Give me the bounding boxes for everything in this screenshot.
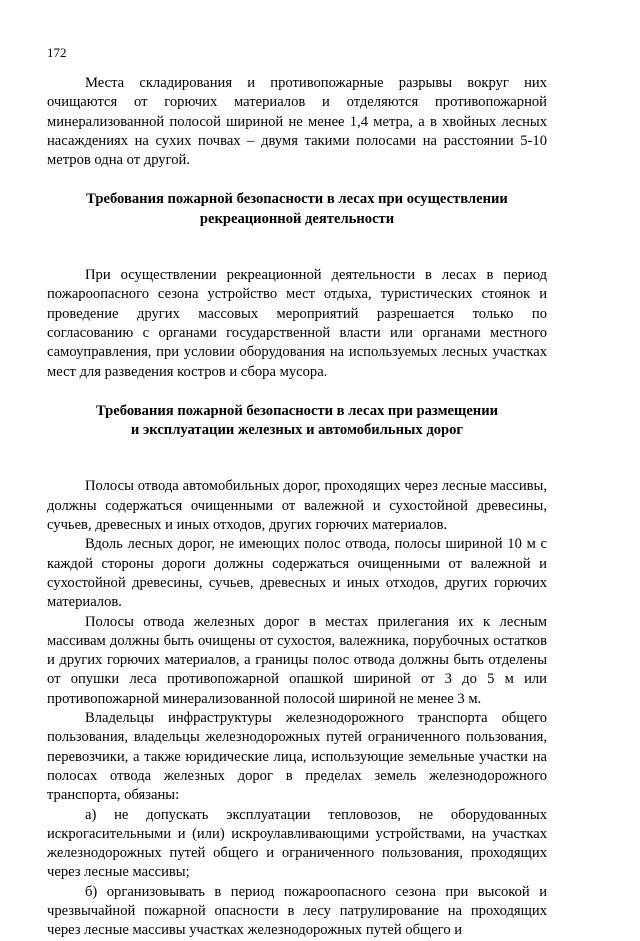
paragraph-railway-strips: Полосы отвода железных дорог в местах прилегания их к лесным массивам должны быть очищены от сухостоя, валежника, порубочных остатков и других горючих материалов, а границы полос отвода должны быть отделены от опушки леса противопожарной опашкой шириной от 3 до 5 м или противопожарной минерализованной полосой шириной не менее 3 м. — [47, 613, 547, 707]
heading-line: Требования пожарной безопасности в лесах при размещении — [95, 402, 499, 419]
paragraph-infrastructure-owners: Владельцы инфраструктуры железнодорожного транспорта общего пользования, владельцы железнодорожных путей ограниченного пользования, перевозчики, а также юридические лица, использующие земельные участки на полосах отвода железных дорог в пределах земель железнодорожного транспорта, обязаны: — [47, 710, 547, 804]
heading-line: Требования пожарной безопасности в лесах при осуществлении — [86, 191, 508, 208]
paragraph-item-b: б) организовывать в период пожароопасного сезона при высокой и чрезвычайной пожарной опасности в лесу патрулирование на проходящих через лесные массивы участках железнодорожных путей общего и — [47, 883, 547, 939]
paragraph-item-a: а) не допускать эксплуатации тепловозов, не оборудованных искрогасительными и (или) искроулавливающими устройствами, на участках железнодорожных путей общего и ограниченного пользования, проходящих через лесные массивы; — [47, 806, 547, 881]
paragraph-storage-areas: Места складирования и противопожарные разрывы вокруг них очищаются от горючих материалов и отделяются противопожарной минерализованной полосой шириной не менее 1,4 метра, а в хвойных лесных насаждениях на сухих почвах – двумя такими полосами на расстоянии 5-10 метров одна от другой. — [47, 75, 547, 169]
page-number: 172 — [47, 45, 67, 60]
paragraph-recreation: При осуществлении рекреационной деятельности в лесах в период пожароопасного сезона устройство мест отдыха, туристических стоянок и проведение других массовых мероприятий разрешается только по согласованию с органами государственной власти или органами местного самоуправления, при условии оборудования на используемых лесных участках мест для разведения костров и сбора мусора. — [47, 267, 547, 380]
paragraph-road-strips: Полосы отвода автомобильных дорог, проходящих через лесные массивы, должны содержаться очищенными от валежной и сухостойной древесины, сучьев, древесных и иных отходов, других горючих материалов. — [47, 478, 547, 534]
heading-line: и эксплуатации железных и автомобильных дорог — [130, 422, 464, 439]
paragraph-forest-roads: Вдоль лесных дорог, не имеющих полос отвода, полосы шириной 10 м с каждой стороны дороги должны содержаться очищенными от валежной и сухостойной древесины, сучьев, древесных и иных отходов, других горючих материалов. — [47, 536, 547, 611]
heading-line: рекреационной деятельности — [199, 210, 395, 227]
heading-roads-railways — [47, 402, 547, 441]
page-content — [47, 74, 547, 941]
heading-recreational-activity — [47, 190, 547, 229]
